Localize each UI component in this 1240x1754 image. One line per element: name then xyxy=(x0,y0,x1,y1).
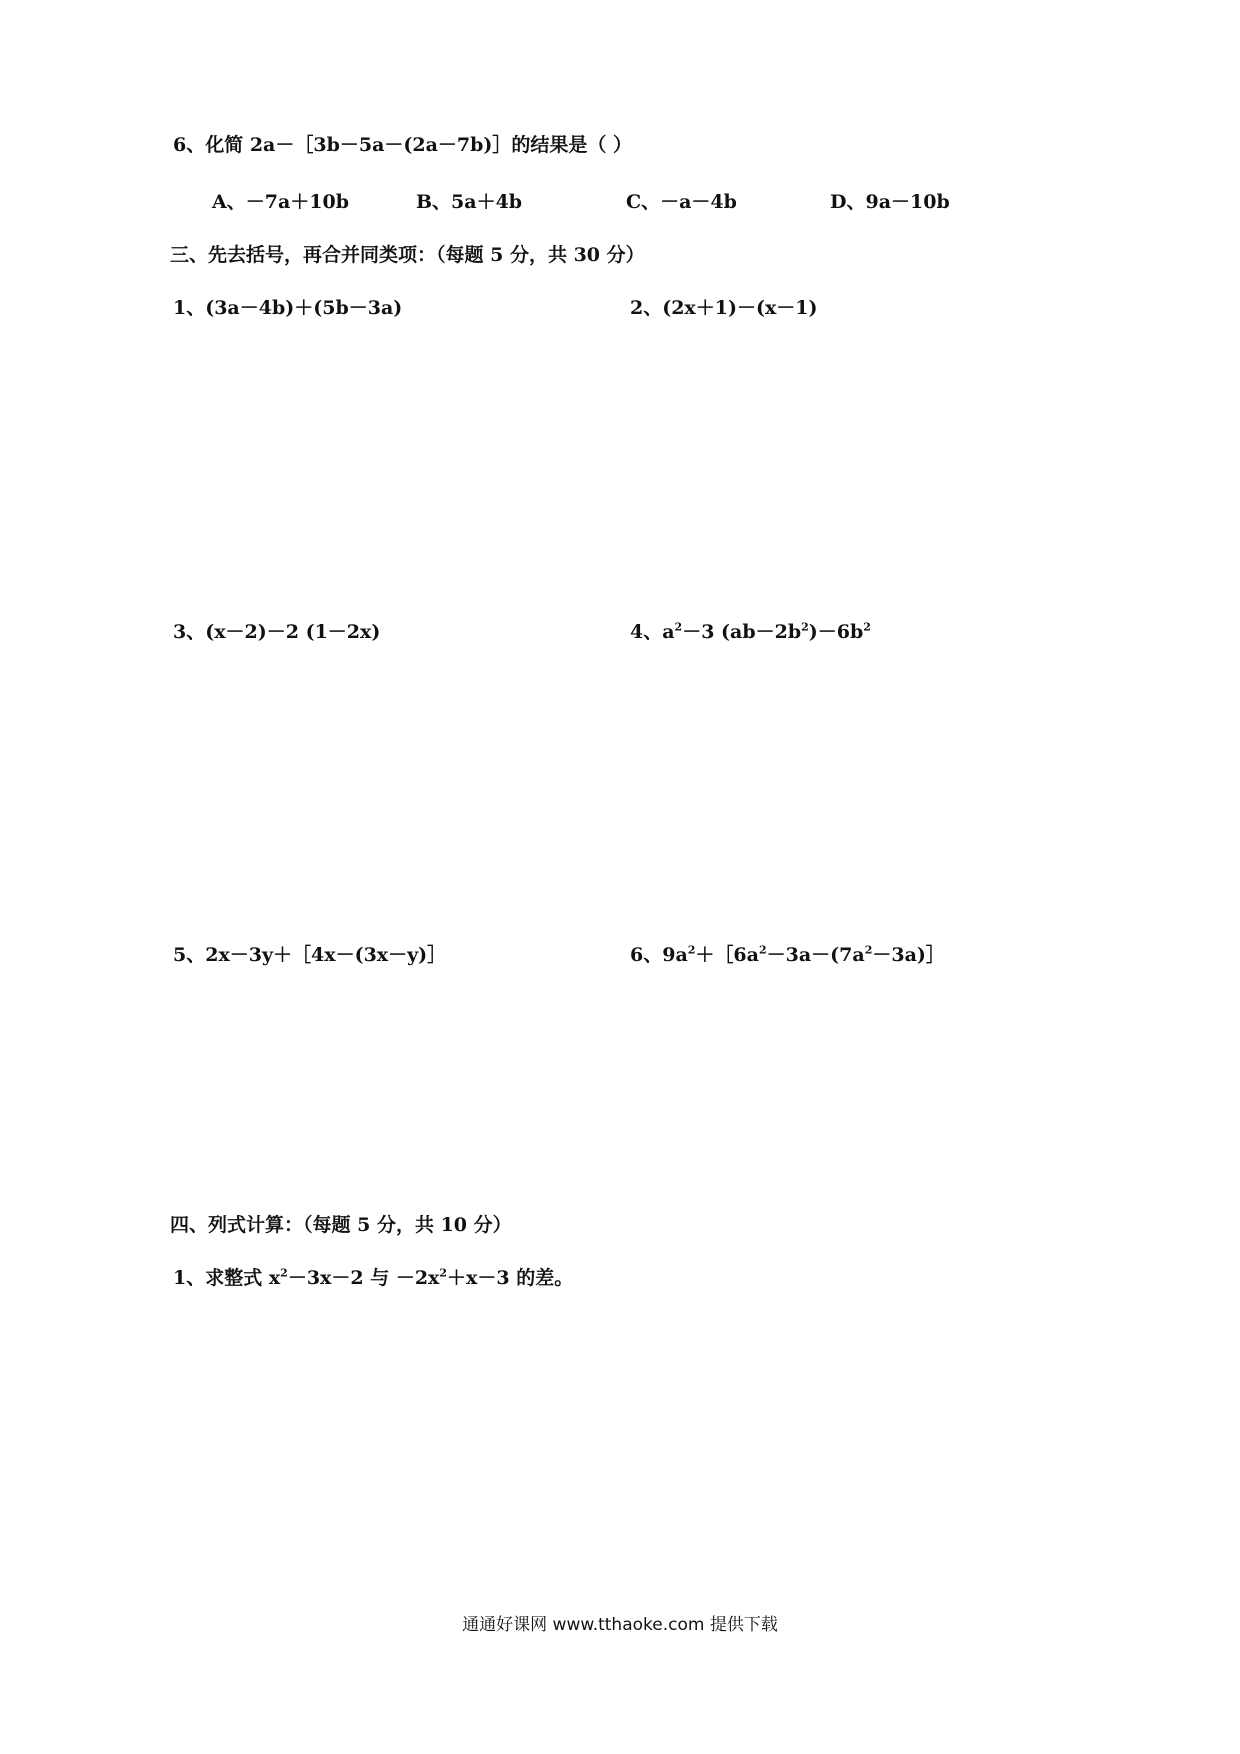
p6-exponent-1: 2 xyxy=(687,943,696,957)
section-4-heading: 四、列式计算：（每题 5 分，共 10 分） xyxy=(170,1214,512,1236)
p4-exponent-2: 2 xyxy=(801,620,809,634)
problem-3-1: 1、(3a－4b)＋(5b－3a) xyxy=(173,297,403,319)
option-c: C、－a－4b xyxy=(626,191,737,213)
problem-3-6 xyxy=(630,943,945,967)
problem-3-4 xyxy=(630,620,871,644)
section-3-heading: 三、先去括号，再合并同类项：（每题 5 分，共 30 分） xyxy=(170,244,645,266)
problem-3-3: 3、(x－2)－2 (1－2x) xyxy=(173,621,381,643)
p4-exponent-1: 2 xyxy=(674,620,683,634)
option-d: D、9a－10b xyxy=(830,191,950,213)
p6-exponent-2: 2 xyxy=(758,943,767,957)
problem-3-5: 5、2x－3y＋［4x－(3x－y)］ xyxy=(173,944,447,966)
p41-part-c: ＋x－3 的差。 xyxy=(447,1267,574,1289)
p41-exponent-1: 2 xyxy=(280,1266,288,1280)
problem-3-2: 2、(2x＋1)－(x－1) xyxy=(630,297,818,319)
option-b: B、5a＋4b xyxy=(416,191,523,213)
p6-part-b: ＋［6a xyxy=(695,944,759,966)
p6-part-d: －3a)］ xyxy=(872,944,945,966)
p6-part-a: 6、9a xyxy=(630,944,688,966)
p4-part-c: )－6b xyxy=(808,621,864,643)
p6-part-c: －3a－(7a xyxy=(766,944,865,966)
p41-part-b: －3x－2 与 －2x xyxy=(287,1267,440,1289)
p4-part-b: －3 (ab－2b xyxy=(682,621,802,643)
question-6-text: 6、化简 2a－［3b－5a－(2a－7b)］的结果是（ ） xyxy=(173,134,633,156)
footer-download-note: 通通好课网 www.tthaoke.com 提供下载 xyxy=(462,1615,778,1635)
p6-exponent-3: 2 xyxy=(864,943,873,957)
p41-part-a: 1、求整式 x xyxy=(173,1267,281,1289)
p4-exponent-3: 2 xyxy=(863,620,871,634)
p4-part-a: 4、a xyxy=(630,621,675,643)
p41-exponent-2: 2 xyxy=(439,1266,448,1280)
problem-4-1 xyxy=(173,1266,573,1290)
option-a: A、－7a＋10b xyxy=(212,191,349,213)
